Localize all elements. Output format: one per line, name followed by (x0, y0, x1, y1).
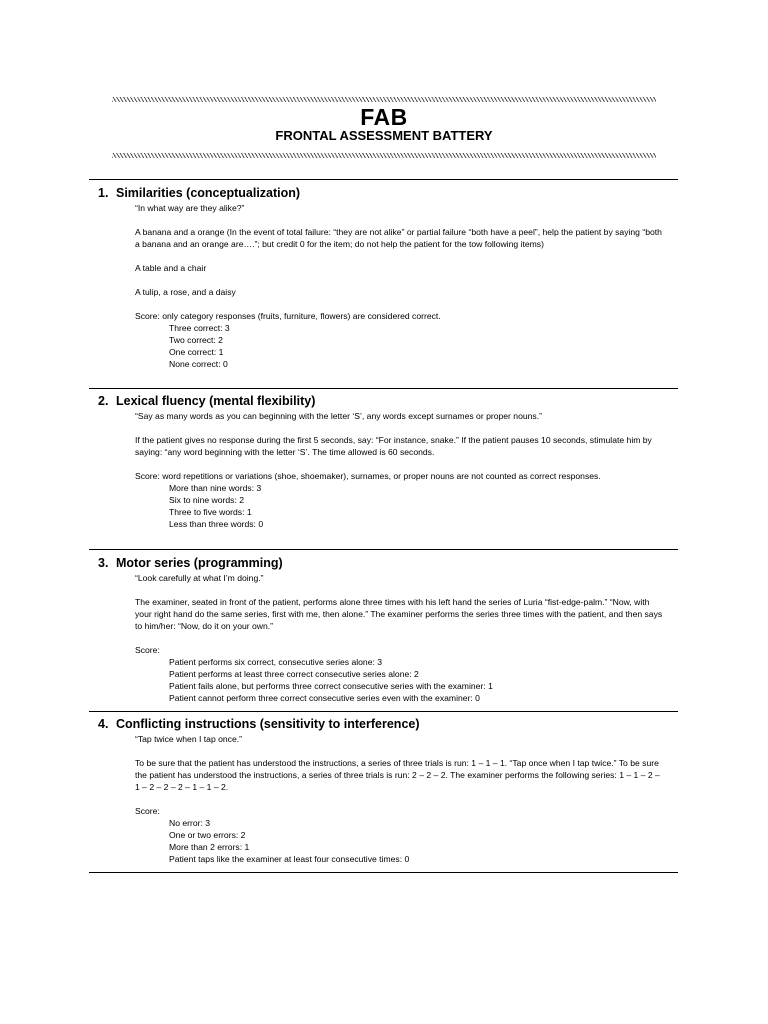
section-paragraph: A table and a chair (135, 263, 207, 273)
section-similarities (89, 186, 678, 370)
section-paragraph: To be sure that the patient has understood the instructions, a series of three trials is run: 1 – 1 – 1. “Tap once when I tap twice.” To be sure the patient has understood the instructions, a series of three trials is run: 2 – 2 – 2. The examiner performs the following series: 1 – 1 – 2 – 1 – 2 – 2 – 2 – 1 – 1 – 2. (135, 758, 660, 792)
top-decorative-border (112, 97, 656, 102)
score-item: One correct: 1 (169, 347, 224, 357)
section-motor-series (89, 556, 678, 704)
score-item: Three to five words: 1 (169, 507, 252, 517)
section-number: 4. (98, 717, 109, 731)
section-prompt: “Look carefully at what I’m doing.” (135, 573, 264, 583)
section-heading (98, 394, 678, 408)
score-item: Six to nine words: 2 (169, 495, 244, 505)
section-paragraph: If the patient gives no response during the first 5 seconds, say: “For instance, snake.” If the patient pauses 10 seconds, stimulate him by saying: “any word beginning with the letter ‘S’. The time allowed is 60 seconds. (135, 435, 652, 457)
score-item: Patient performs six correct, consecutive series alone: 3 (169, 657, 383, 667)
section-number: 2. (98, 394, 109, 408)
section-heading (98, 556, 678, 570)
section-heading (98, 186, 678, 200)
score-intro: Score: (135, 645, 160, 655)
section-conflicting-instructions (89, 717, 678, 865)
section-paragraph: A tulip, a rose, and a daisy (135, 287, 236, 297)
section-divider (89, 549, 678, 550)
score-item: Patient cannot perform three correct consecutive series even with the examiner: 0 (169, 693, 480, 703)
score-intro: Score: word repetitions or variations (shoe, shoemaker), surnames, or proper nouns are not counted as correct responses. (135, 471, 601, 481)
section-title: Conflicting instructions (sensitivity to interference) (116, 717, 420, 731)
score-item: None correct: 0 (169, 359, 228, 369)
section-lexical-fluency (89, 394, 678, 530)
score-intro: Score: only category responses (fruits, furniture, flowers) are considered correct. (135, 311, 441, 321)
section-prompt: “Tap twice when I tap once.” (135, 734, 242, 744)
section-prompt: “Say as many words as you can beginning with the letter ‘S’, any words except surnames or proper nouns.” (135, 411, 542, 421)
section-number: 1. (98, 186, 109, 200)
section-title: Motor series (programming) (116, 556, 283, 570)
score-item: No error: 3 (169, 818, 211, 828)
section-title: Lexical fluency (mental flexibility) (116, 394, 316, 408)
score-item: Patient fails alone, but performs three correct consecutive series with the examiner: 1 (169, 681, 493, 691)
score-item: More than 2 errors: 1 (169, 842, 250, 852)
section-divider (89, 711, 678, 712)
section-prompt: “In what way are they alike?” (135, 203, 245, 213)
section-divider (89, 179, 678, 180)
section-heading (98, 717, 678, 731)
score-intro: Score: (135, 806, 160, 816)
score-item: Less than three words: 0 (169, 519, 264, 529)
section-divider (89, 872, 678, 873)
score-item: One or two errors: 2 (169, 830, 246, 840)
score-item: Two correct: 2 (169, 335, 223, 345)
section-number: 3. (98, 556, 109, 570)
section-title: Similarities (conceptualization) (116, 186, 301, 200)
score-item: Patient performs at least three correct consecutive series alone: 2 (169, 669, 419, 679)
bottom-decorative-border (112, 153, 656, 158)
document-subtitle: FRONTAL ASSESSMENT BATTERY (275, 128, 493, 143)
score-item: More than nine words: 3 (169, 483, 262, 493)
section-paragraph: A banana and a orange (In the event of total failure: “they are not alike” or partial failure “both have a peel”, help the patient by saying “both a banana and an orange are….”; but credit 0 for the item; do not help the patient for the tow following items) (135, 227, 662, 249)
section-divider (89, 388, 678, 389)
section-paragraph: The examiner, seated in front of the patient, performs alone three times with his left hand the series of Luria “fist-edge-palm.” “Now, with your right hand do the same series, first with me, then alone.” The examiner performs the series three times with the patient, and then says to him/her: “Now, do it on your own.” (135, 597, 663, 631)
document-title: FAB (360, 104, 408, 130)
score-item: Three correct: 3 (169, 323, 230, 333)
score-item: Patient taps like the examiner at least four consecutive times: 0 (169, 854, 410, 864)
